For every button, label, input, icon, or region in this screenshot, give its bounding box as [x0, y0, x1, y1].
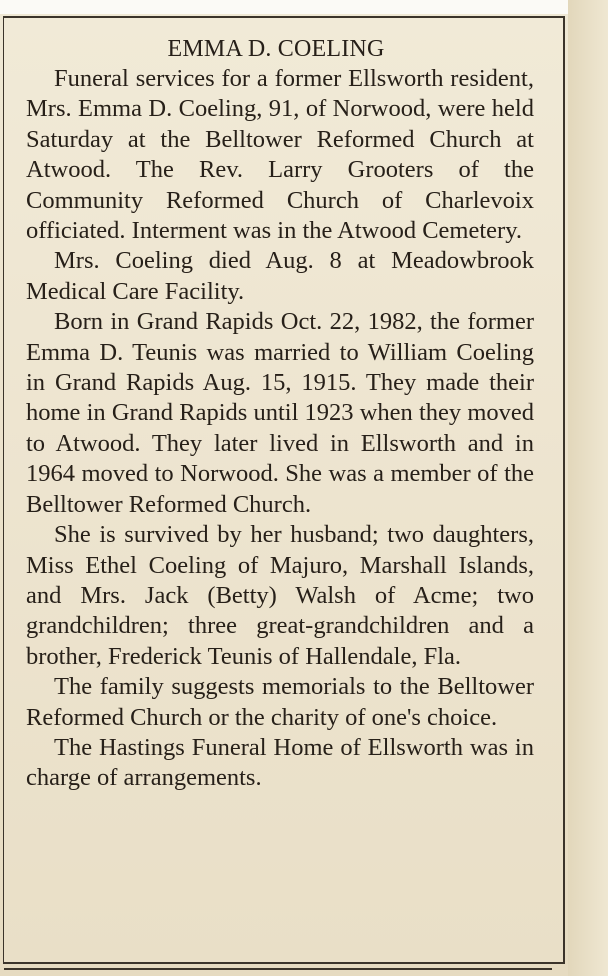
paragraph-death: Mrs. Coeling died Aug. 8 at Meadowbrook Medical Care Facility.: [26, 247, 534, 305]
scan-top-margin: [0, 0, 608, 14]
paragraph-survivors: She is survived by her husband; two daughters, Miss Ethel Coeling of Majuro, Marshall Islands, and Mrs. Jack (Betty) Walsh of Acme; two grandchildren; three great-grandchildren and a brother, Frederick Teunis of Hallendale, Fla.: [26, 521, 534, 670]
obituary-article: [26, 34, 534, 794]
obituary-headline: EMMA D. COELING: [167, 36, 385, 62]
scan-right-margin: [568, 0, 608, 976]
paragraph-biography: Born in Grand Rapids Oct. 22, 1982, the former Emma D. Teunis was married to William Coeling in Grand Rapids Aug. 15, 1915. They made their home in Grand Rapids until 1923 when they moved to Atwood. They later lived in Ellsworth and in 1964 moved to Norwood. She was a member of the Belltower Reformed Church.: [26, 308, 534, 518]
paragraph-funeral-services: Funeral services for a former Ellsworth resident, Mrs. Emma D. Coeling, 91, of Norwood, were held Saturday at the Belltower Reformed Church at Atwood. The Rev. Larry Grooters of the Community Reformed Church of Charlevoix officiated. Interment was in the Atwood Cemetery.: [26, 65, 534, 245]
bottom-rule: [4, 968, 552, 970]
paragraph-memorials: The family suggests memorials to the Belltower Reformed Church or the charity of one's choice.: [26, 673, 534, 731]
paragraph-arrangements: The Hastings Funeral Home of Ellsworth was in charge of arrangements.: [26, 733, 534, 792]
